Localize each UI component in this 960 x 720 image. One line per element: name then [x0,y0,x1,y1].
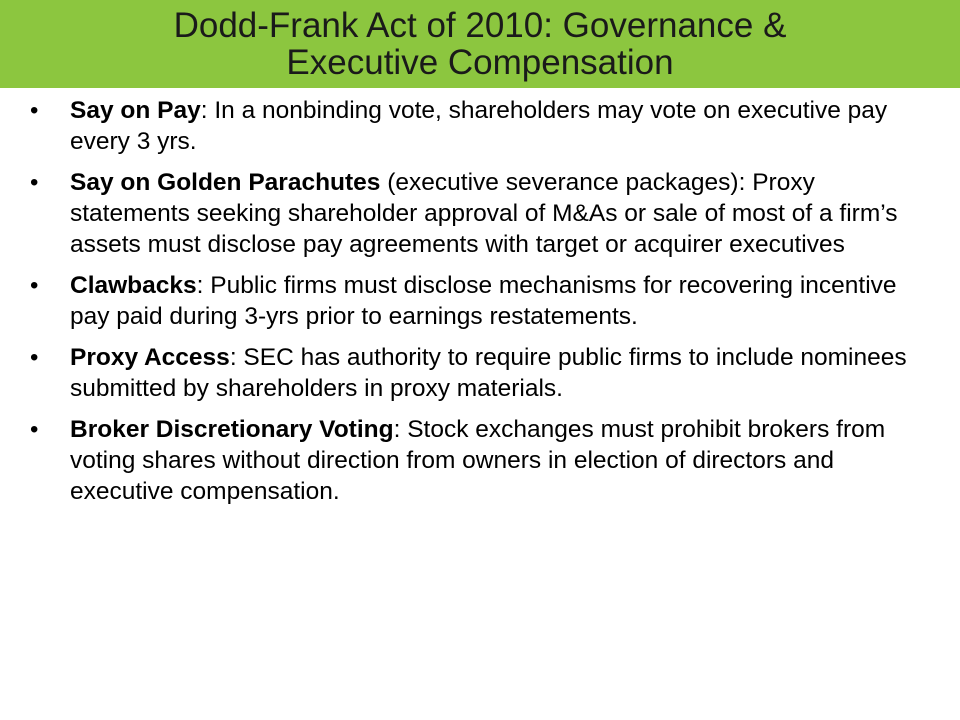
bullet-text: (executive severance packages): Proxy statements seeking shareholder approval of M&As or sale of most of a firm’s assets must disclose pay agreements with target or acquirer executives [70,169,898,258]
bullet-text: : Stock exchanges must prohibit brokers from voting shares without direction from owners in election of directors and executive compensation. [70,416,886,505]
bullet-term: Proxy Access [70,344,230,371]
bullet-term: Say on Pay [70,97,201,124]
bullet-term: Broker Discretionary Voting [70,416,394,443]
bullet-list [30,95,930,517]
slide-title-line-1: Dodd-Frank Act of 2010: Governance & [173,6,787,45]
bullet-icon: • [30,344,39,371]
bullet-item-golden-parachutes [30,167,930,260]
bullet-icon: • [30,272,39,299]
slide-title [174,7,787,81]
bullet-term: Say on Golden Parachutes [70,169,381,196]
bullet-item-proxy-access [30,342,930,404]
bullet-icon: • [30,97,39,124]
bullet-item-say-on-pay [30,95,930,157]
bullet-text: : SEC has authority to require public firms to include nominees submitted by shareholders in proxy materials. [70,344,907,402]
bullet-text: : Public firms must disclose mechanisms for recovering incentive pay paid during 3-yrs prior to earnings restatements. [70,272,897,330]
bullet-text: : In a nonbinding vote, shareholders may vote on executive pay every 3 yrs. [70,97,888,155]
title-bar [0,0,960,88]
bullet-term: Clawbacks [70,272,197,299]
bullet-item-clawbacks [30,270,930,332]
bullet-icon: • [30,416,39,443]
bullet-icon: • [30,169,39,196]
bullet-item-broker-voting [30,414,930,507]
slide-title-line-2: Executive Compensation [286,43,674,82]
